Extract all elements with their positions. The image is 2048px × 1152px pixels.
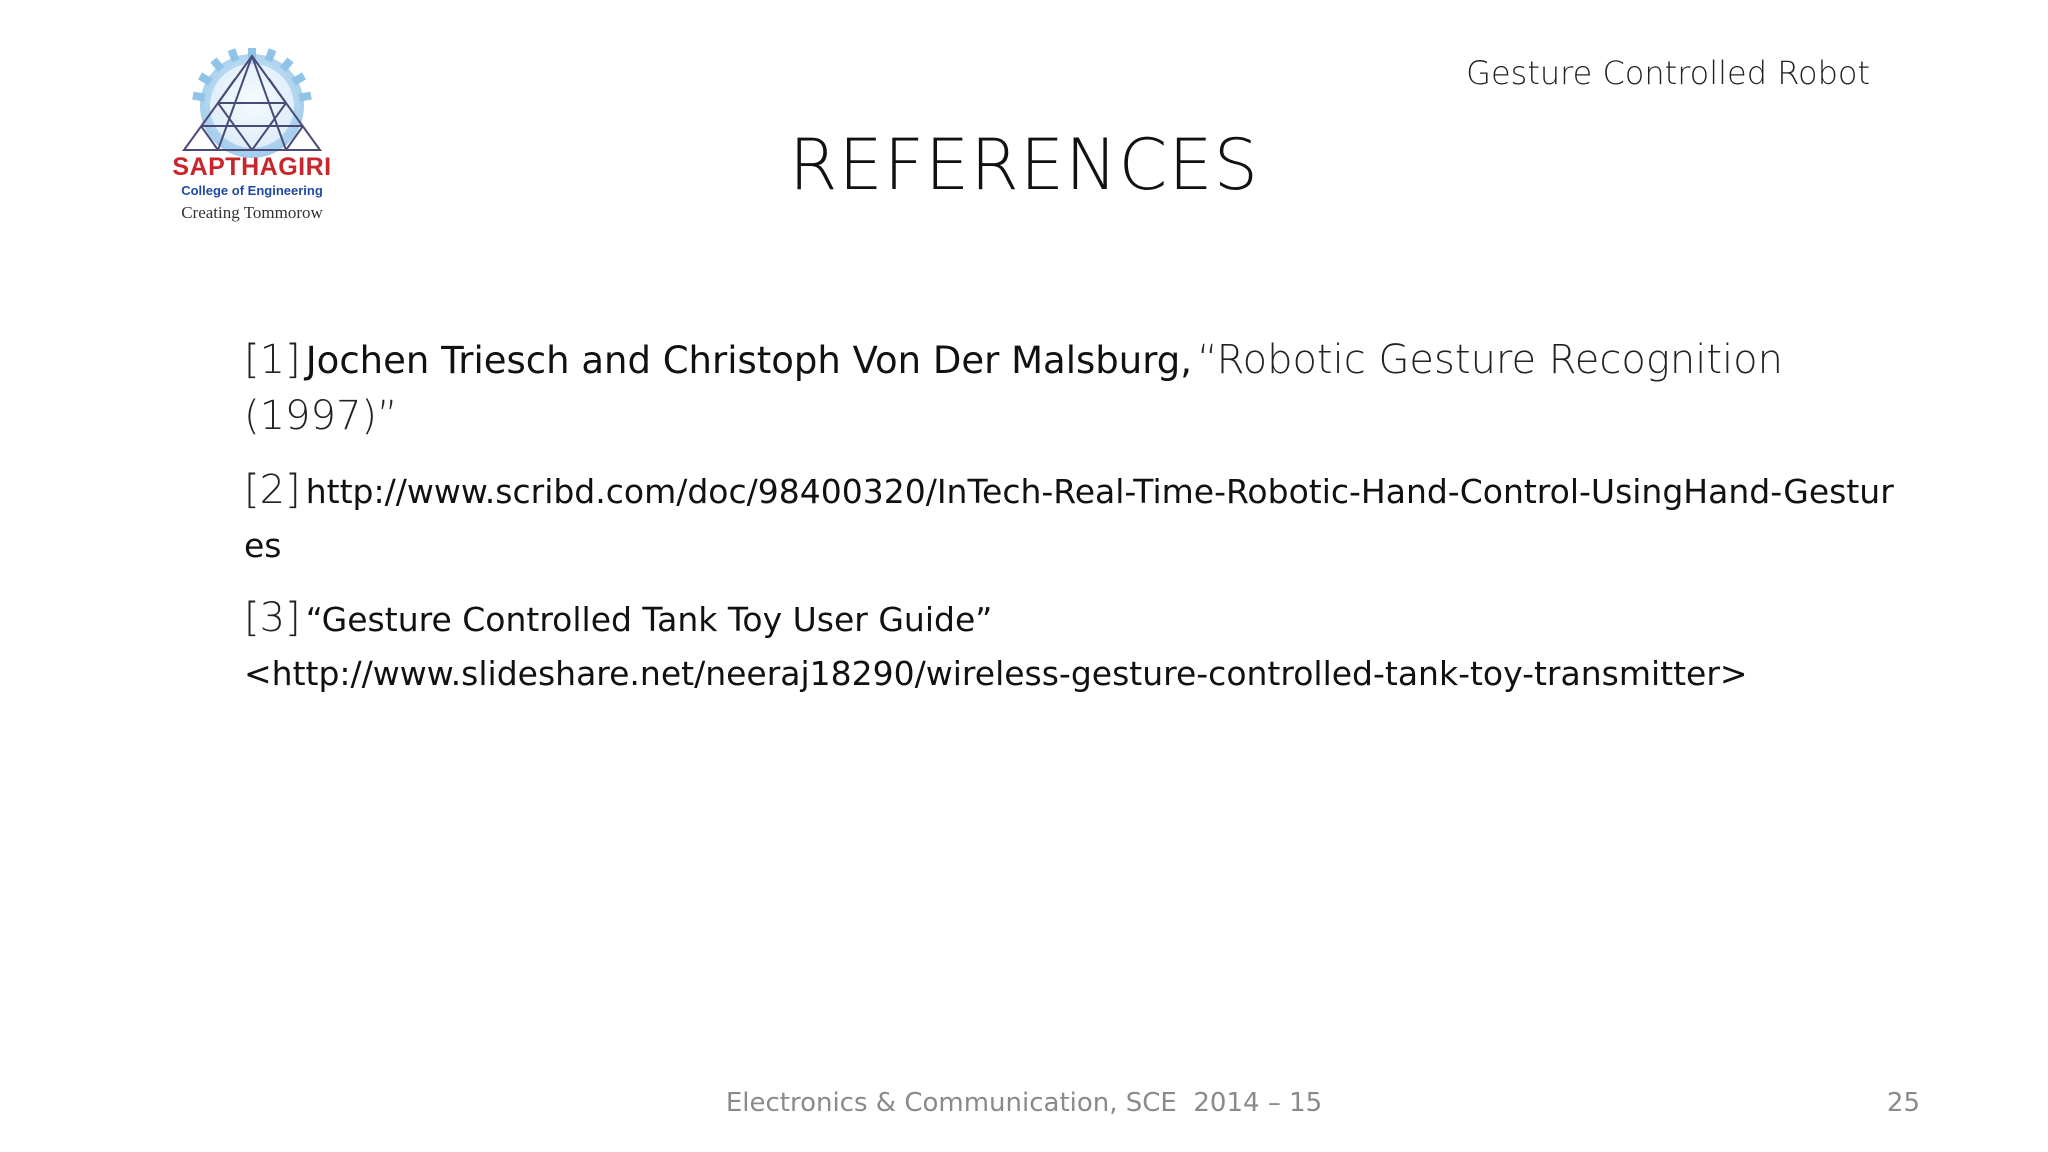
logo-college: College of Engineering bbox=[181, 183, 323, 198]
reference-index: [1] bbox=[244, 337, 301, 383]
reference-title: “Gesture Controlled Tank Toy User Guide” bbox=[305, 600, 993, 639]
logo-tagline: Creating Tommorow bbox=[181, 203, 323, 222]
page-title: REFERENCES bbox=[788, 124, 1260, 206]
reference-link[interactable]: <http://www.slideshare.net/neeraj18290/wireless-gesture-controlled-tank-toy-transmitter> bbox=[244, 654, 1748, 693]
reference-index: [2] bbox=[244, 467, 301, 513]
reference-index: [3] bbox=[244, 595, 301, 641]
header-title: Gesture Controlled Robot bbox=[1466, 54, 1870, 92]
reference-link[interactable]: http://www.scribd.com/doc/98400320/InTech-Real-Time-Robotic-Hand-Control-UsingHand-Gestures bbox=[244, 472, 1894, 565]
reference-item-1 bbox=[244, 336, 1894, 448]
footer-text: Electronics & Communication, SCE 2014 – 15 bbox=[725, 1088, 1323, 1118]
logo-name: SAPTHAGIRI bbox=[172, 153, 332, 181]
reference-title: “Robotic Gesture Recognition (1997)” bbox=[244, 337, 1783, 439]
reference-author: Jochen Triesch and Christoph Von Der Malsburg, bbox=[305, 339, 1193, 382]
reference-item-2 bbox=[244, 466, 1894, 576]
reference-item-3 bbox=[244, 594, 1894, 704]
references-list bbox=[244, 336, 1894, 722]
page-number: 25 bbox=[1886, 1088, 1920, 1118]
